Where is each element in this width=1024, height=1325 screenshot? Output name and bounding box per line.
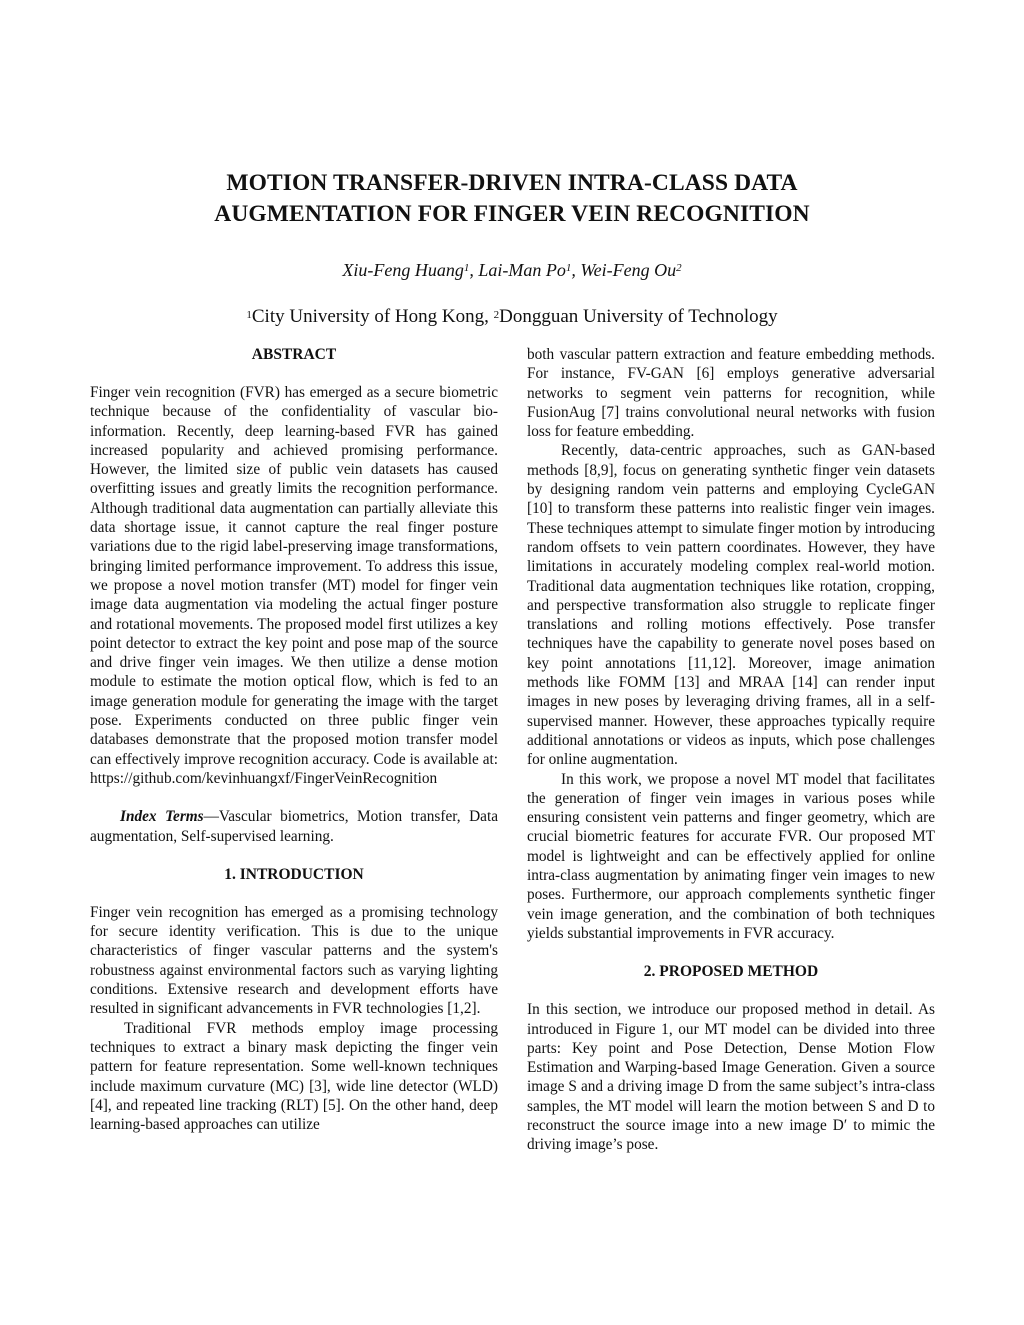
- author-affiliation-mark: 2: [676, 262, 682, 274]
- author-name: Wei-Feng Ou: [580, 260, 677, 280]
- intro-paragraph-2-continued: both vascular pattern extraction and feature embedding methods. For instance, FV-GAN [6] employs generative adversarial networks to segment vein patterns for recognition, while FusionAug [7] trains convolutional neural networks with fusion loss for feature embedding.: [527, 346, 935, 441]
- intro-paragraph-3: Recently, data-centric approaches, such as GAN-based methods [8,9], focus on generating synthetic finger vein datasets by designing random vein patterns and employing CycleGAN [10] to transform these patterns into realistic finger vein images. These techniques attempt to simulate finger motion by introducing random offsets to vein pattern coordinates. However, they have limitations in accurately modeling complex real-world motion. Traditional data augmentation techniques like rotation, cropping, and perspective transformation also struggle to replicate finger translations and rolling motions effectively. Pose transfer techniques have the capability to generate novel poses based on key point annotations [11,12]. Moreover, image animation methods like FOMM [13] and MRAA [14] can render input images in new poses by leveraging driving frames, all in a self-supervised manner. However, these approaches typically require additional annotations or videos as inputs, which pose challenges for online augmentation.: [527, 442, 935, 769]
- index-terms: [90, 807, 498, 846]
- index-terms-text: Vascular biometrics, Motion transfer, Data augmentation, Self-supervised learning.: [90, 808, 498, 845]
- affiliation-name: Dongguan University of Technology: [499, 306, 778, 327]
- author-list: Xiu-Feng Huang$^1$, Lai-Man Po$^1$, Wei-Feng Ou$^2$: [342, 260, 682, 280]
- intro-paragraph-2: Traditional FVR methods employ image processing techniques to extract a binary mask depicting the finger vein pattern for feature representation. Some well-known techniques include maximum curvature (MC) [3], wide line detector (WLD) [4], and repeated line tracking (RLT) [5]. On the other hand, deep learning-based approaches can utilize: [90, 1019, 498, 1134]
- author-affiliation-mark: 1: [565, 262, 572, 274]
- paper-title-line-1: MOTION TRANSFER-DRIVEN INTRA-CLASS DATA: [226, 170, 798, 196]
- intro-paragraph-1: Finger vein recognition has emerged as a promising technology for secure identity verification. This is due to the unique characteristics of finger vascular patterns and the system's robustness against environmental factors such as varying lighting conditions. Extensive research and development efforts have resulted in significant advancements in FVR technologies [1,2].: [90, 903, 498, 1018]
- index-terms-dash: —: [203, 808, 219, 826]
- affiliation-name: City University of Hong Kong: [251, 306, 485, 327]
- author-affiliation-mark: 1: [463, 262, 470, 274]
- paper-title: [100, 168, 924, 230]
- abstract-text: Finger vein recognition (FVR) has emerged as a secure biometric technique because of the confidentiality of vascular bio-information. Recently, deep learning-based FVR has gained increased popularity and achieved promising performance. However, the limited size of public vein datasets has caused overfitting issues and greatly limits the recognition performance. Although traditional data augmentation can partially alleviate this data shortage issue, it cannot capture the real finger posture variations due to the rigid label-preserving image transformations, bringing limited performance improvement. To address this issue, we propose a novel motion transfer (MT) model for finger vein image data augmentation via modeling the actual finger posture and rotational movements. The proposed model first utilizes a key point detector to extract the key point and pose map of the source and drive finger vein images. We then utilize a dense motion module to estimate the motion optical flow, which is fed to an image generation module for generating the image with the target pose. Experiments conducted on three public finger vein databases demonstrate that the proposed motion transfer model can effectively improve recognition accuracy. Code is available at: https://github.com/kevinhuangxf/FingerVeinRecognition: [90, 384, 498, 787]
- paper-title-line-2: AUGMENTATION FOR FINGER VEIN RECOGNITION: [214, 201, 810, 227]
- abstract-heading: ABSTRACT: [251, 346, 337, 363]
- affiliation-mark: 2: [493, 309, 500, 321]
- introduction-heading: 1. INTRODUCTION: [224, 865, 364, 883]
- right-column: [527, 345, 935, 1155]
- left-column: [90, 345, 498, 1134]
- method-heading: 2. PROPOSED METHOD: [643, 963, 819, 981]
- author-name: Xiu-Feng Huang: [342, 260, 464, 280]
- intro-paragraph-4: In this work, we propose a novel MT model that facilitates the generation of finger vein images in various poses while ensuring consistent vein patterns and finger geometry, which are crucial biometric features for accurate FVR. Our proposed MT model is lightweight and can be effectively applied for online intra-class augmentation by animating finger vein images to new poses. Furthermore, our approach complements synthetic finger vein image generation, and the combination of both techniques yields substantial improvements in FVR accuracy.: [527, 770, 935, 942]
- affiliation-list: $^1$City University of Hong Kong, $^2$Dongguan University of Technology: [246, 306, 778, 327]
- affiliation-mark: 1: [246, 309, 252, 321]
- index-terms-label: Index Terms: [120, 808, 204, 826]
- author-name: Lai-Man Po: [478, 260, 566, 280]
- method-paragraph-1: In this section, we introduce our proposed method in detail. As introduced in Figure 1, our MT model can be divided into three parts: Key point and Pose Detection, Dense Motion Flow Estimation and Warping-based Image Generation. Given a source image S and a driving image D from the same subject’s intra-class samples, the MT model will learn the motion between S and D to reconstruct the source image into a new image D′ to mimic the driving image’s pose.: [527, 1001, 935, 1154]
